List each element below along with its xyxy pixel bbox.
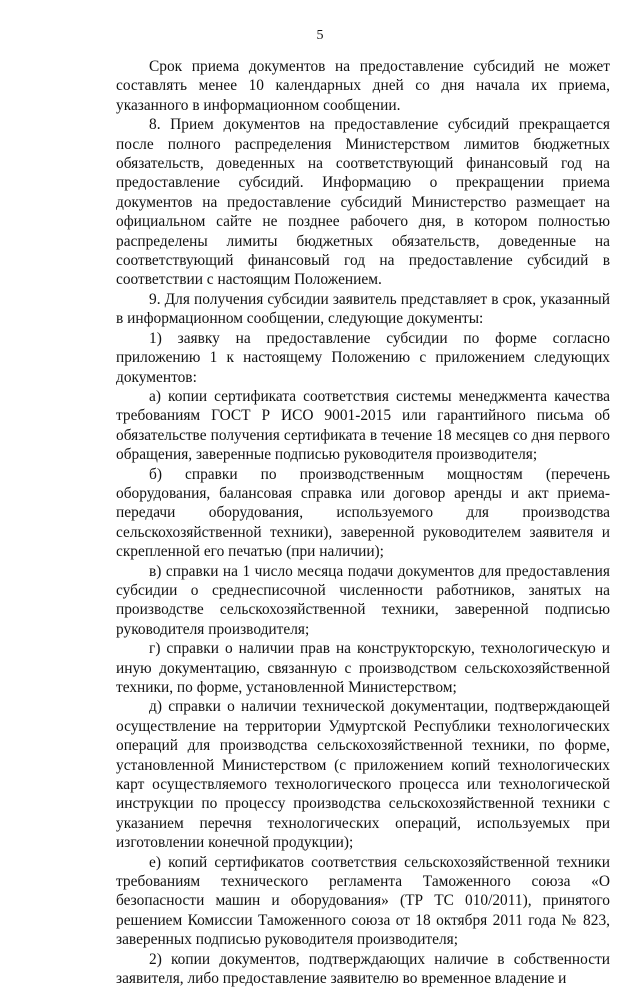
paragraph-9-item-1v: в) справки на 1 число месяца подачи документов для предоставления субсидии о среднесписочной численности работников, занятых на производстве сельскохозяйственной техники, заверенной подписью руководителя производителя;	[116, 562, 610, 638]
paragraph-9-item-1e: е) копий сертификатов соответствия сельскохозяйственной техники требованиям технического регламента Таможенного союза «О безопасности машин и оборудования» (ТР ТС 010/2011), принятого решением Комиссии Таможенного союза от 18 октября 2011 года № 823, заверенных подписью руководителя производителя;	[116, 853, 610, 949]
paragraph-submission-period: Срок приема документов на предоставление субсидий не может составлять менее 10 календарных дней со дня начала их приема, указанного в информационном сообщении.	[116, 58, 610, 114]
page-number: 5	[316, 28, 324, 43]
paragraph-9-item-1g: г) справки о наличии прав на конструкторскую, технологическую и иную документацию, связанную с производством сельскохозяйственной техники, по форме, установленной Министерством;	[116, 640, 610, 696]
paragraph-9-item-1b: б) справки по производственным мощностям (перечень оборудования, балансовая справка или договор аренды и акт приема-передачи оборудования, используемого для производства сельскохозяйственной техники), заверенной руководителем заявителя и скрепленной его печатью (при наличии);	[116, 465, 610, 561]
document-body	[116, 57, 610, 989]
paragraph-9: 9. Для получения субсидии заявитель представляет в срок, указанный в информационном сообщении, следующие документы:	[116, 290, 610, 328]
paragraph-9-item-1d: д) справки о наличии технической документации, подтверждающей осуществление на территории Удмуртской Республики технологических операций для производства сельскохозяйственной техники, по форме, установленной Министерством (с приложением копий технологических карт осуществляемого технологического процесса или технологической инструкции по процессу производства сельскохозяйственной техники с указанием перечня технологических операций, используемых при изготовлении конечной продукции);	[116, 698, 610, 852]
paragraph-8: 8. Прием документов на предоставление субсидий прекращается после полного распределения Министерством лимитов бюджетных обязательств, доведенных на соответствующий финансовый год на предоставление субсидий. Информацию о прекращении приема документов на предоставление субсидий Министерство размещает на официальном сайте не позднее рабочего дня, в котором полностью распределены лимиты бюджетных обязательств, доведенные на соответствующий финансовый год на предоставление субсидий в соответствии с настоящим Положением.	[116, 116, 610, 289]
paragraph-9-item-1a: а) копии сертификата соответствия системы менеджмента качества требованиям ГОСТ Р ИСО 9001-2015 или гарантийного письма об обязательстве получения сертификата в течение 18 месяцев со дня первого обращения, заверенные подписью руководителя производителя;	[116, 387, 610, 464]
paragraph-9-item-1: 1) заявку на предоставление субсидии по форме согласно приложению 1 к настоящему Положению с приложением следующих документов:	[116, 329, 610, 386]
paragraph-9-item-2: 2) копии документов, подтверждающих наличие в собственности заявителя, либо предоставление заявителю во временное владение и	[116, 950, 610, 988]
